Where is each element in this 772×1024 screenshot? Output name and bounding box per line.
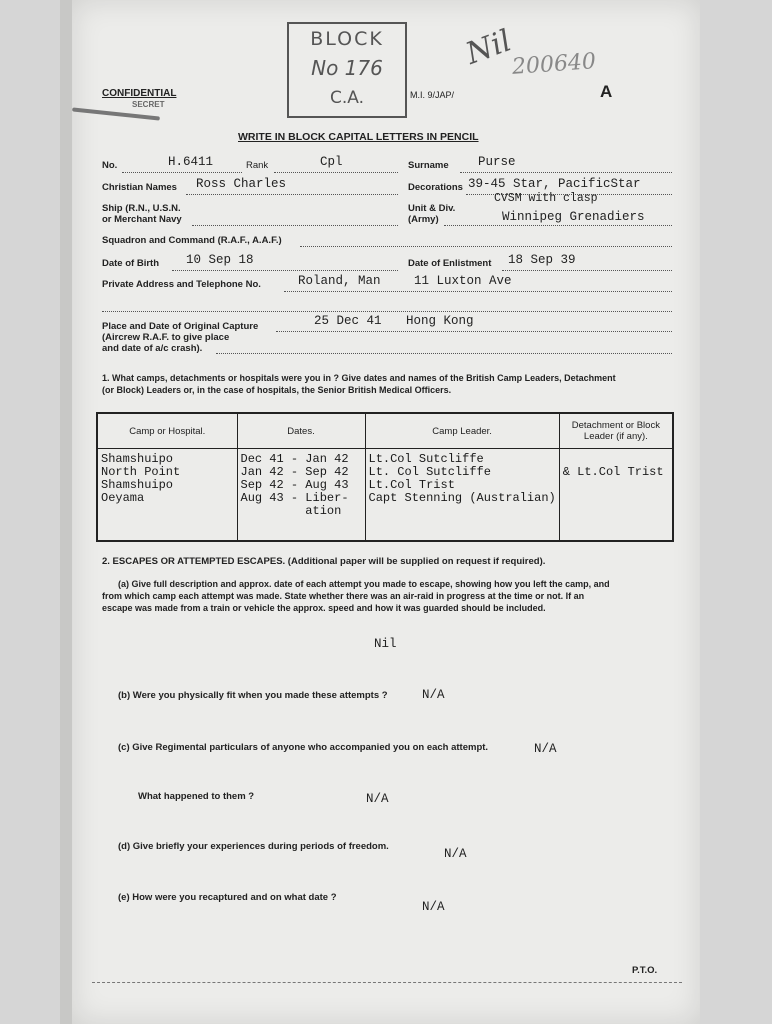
- stamp-number: No 176: [311, 56, 383, 80]
- capture-label-3: and date of a/c crash).: [102, 343, 203, 354]
- q1-line-1: 1. What camps, detachments or hospitals were you in ? Give dates and names of the British Camp Leaders, Detachment: [102, 373, 616, 383]
- q2c-answer: N/A: [534, 742, 557, 756]
- pto-label: P.T.O.: [632, 965, 658, 976]
- dob-value: 10 Sep 18: [186, 253, 254, 267]
- what-happened-answer: N/A: [366, 792, 389, 806]
- no-label: No.: [102, 160, 118, 171]
- q2a-answer: Nil: [374, 637, 397, 651]
- col-detachment: Detachment or Block Leader (if any).: [559, 413, 673, 449]
- col-camp: Camp or Hospital.: [97, 413, 237, 449]
- christian-names-label: Christian Names: [102, 182, 177, 193]
- ship-label-2: or Merchant Navy: [102, 214, 182, 225]
- capture-place: Hong Kong: [406, 314, 474, 328]
- dob-label: Date of Birth: [102, 258, 159, 269]
- christian-names-value: Ross Charles: [196, 177, 287, 191]
- stamp-ca: C.A.: [329, 88, 364, 108]
- q1-line-2: (or Block) Leaders or, in the case of hospitals, the Senior British Medical Officers.: [102, 385, 452, 395]
- camp-table-header: [97, 413, 673, 449]
- q2e-answer: N/A: [422, 900, 445, 914]
- bottom-dashed-rule: [92, 982, 682, 983]
- secret-label: SECRET: [132, 100, 165, 109]
- detachment-cell: & Lt.Col Trist: [559, 449, 673, 542]
- q2a-line-3: escape was made from a train or vehicle the approx. speed and how it was guarded should be included.: [102, 603, 546, 613]
- enlistment-value: 18 Sep 39: [508, 253, 576, 267]
- decorations-value: 39-45 Star, PacificStar: [468, 177, 641, 191]
- q2a-line-2: from which camp each attempt was made. State whether there was an air-raid in progress at the time or not. If an: [102, 591, 585, 601]
- handwritten-number: 200640: [511, 49, 597, 80]
- handwritten-nil: Nil: [461, 23, 517, 72]
- confidential-label: CONFIDENTIAL: [102, 88, 177, 99]
- camps-cell: Shamshuipo North Point Shamshuipo Oeyama: [97, 449, 237, 542]
- capture-label-2: (Aircrew R.A.F. to give place: [102, 332, 230, 343]
- address-label: Private Address and Telephone No.: [102, 279, 261, 290]
- stamp-block: BLOCK: [310, 28, 384, 50]
- enlistment-label: Date of Enlistment: [408, 258, 492, 269]
- ship-label-1: Ship (R.N., U.S.N.: [102, 203, 181, 214]
- squadron-label: Squadron and Command (R.A.F., A.A.F.): [102, 235, 282, 246]
- q2d-answer: N/A: [444, 847, 467, 861]
- what-happened-question: What happened to them ?: [138, 791, 255, 802]
- capture-label-1: Place and Date of Original Capture: [102, 321, 259, 332]
- address-value-2: 11 Luxton Ave: [414, 274, 512, 288]
- no-value: H.6411: [168, 155, 214, 169]
- q2a-line-1: (a) Give full description and approx. date of each attempt you made to escape, showing how you left the camp, and: [118, 579, 610, 589]
- unit-label-1: Unit & Div.: [408, 203, 456, 214]
- camp-table: [96, 412, 674, 542]
- block-stamp: [287, 22, 407, 118]
- decorations-value-2: CVSM with clasp: [494, 192, 598, 205]
- mi-reference: M.I. 9/JAP/: [410, 90, 455, 100]
- dates-cell: Dec 41 - Jan 42 Jan 42 - Sep 42 Sep 42 - Aug 43 Aug 43 - Liber- ation: [237, 449, 365, 542]
- surname-label: Surname: [408, 160, 449, 171]
- col-dates: Dates.: [237, 413, 365, 449]
- address-value-1: Roland, Man: [298, 274, 381, 288]
- q2c-question: (c) Give Regimental particulars of anyone who accompanied you on each attempt.: [118, 742, 489, 753]
- leaders-cell: Lt.Col Sutcliffe Lt. Col Sutcliffe Lt.Col Trist Capt Stenning (Australian): [365, 449, 559, 542]
- unit-value: Winnipeg Grenadiers: [502, 210, 645, 224]
- capture-date: 25 Dec 41: [314, 314, 382, 328]
- q2-heading: 2. ESCAPES OR ATTEMPTED ESCAPES. (Additional paper will be supplied on request if required).: [102, 556, 546, 567]
- q2d-question: (d) Give briefly your experiences during periods of freedom.: [118, 841, 389, 852]
- q2b-answer: N/A: [422, 688, 445, 702]
- rank-value: Cpl: [320, 155, 343, 169]
- decorations-label: Decorations: [408, 182, 463, 193]
- col-leader: Camp Leader.: [365, 413, 559, 449]
- surname-value: Purse: [478, 155, 516, 169]
- rank-label: Rank: [246, 160, 269, 171]
- form-title: WRITE IN BLOCK CAPITAL LETTERS IN PENCIL: [238, 131, 479, 143]
- camp-table-body: [97, 449, 673, 542]
- unit-label-2: (Army): [408, 214, 439, 225]
- form-letter: A: [600, 82, 613, 101]
- q2e-question: (e) How were you recaptured and on what date ?: [118, 892, 337, 903]
- q2b-question: (b) Were you physically fit when you made these attempts ?: [118, 690, 388, 701]
